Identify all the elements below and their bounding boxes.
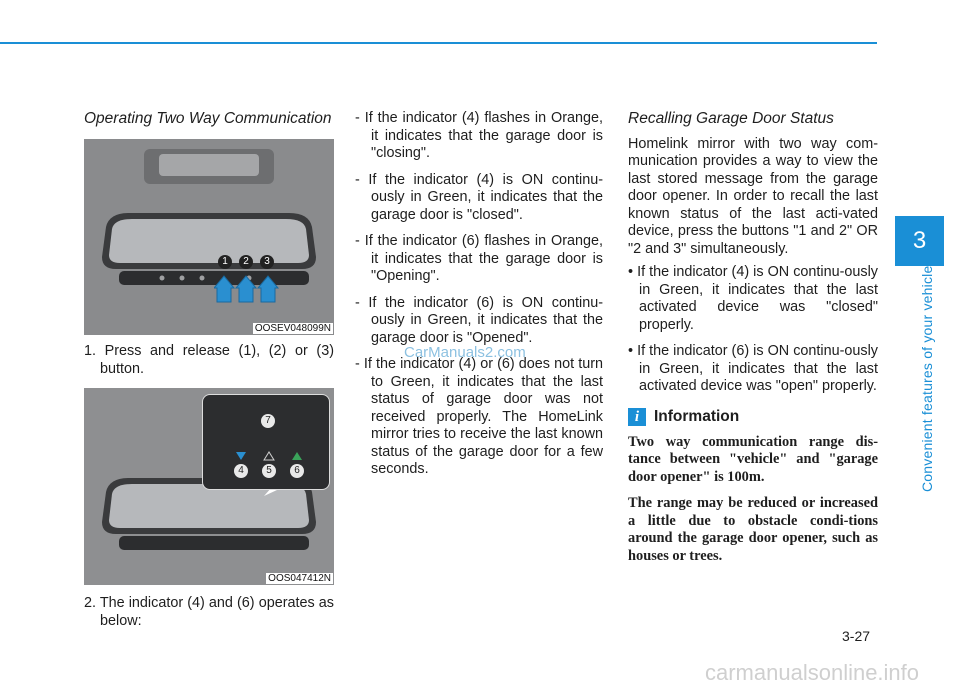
recall-heading: Recalling Garage Door Status <box>628 110 834 127</box>
mirror-figure-1 <box>84 139 334 335</box>
middle-column <box>355 110 603 488</box>
label-5: 5 <box>262 464 276 478</box>
indicator-4-flash: - If the indicator (4) flashes in Orange, it indicates that the garage door is "closing". <box>355 110 603 161</box>
mirror-illustration-1 <box>84 139 334 335</box>
step-1-block <box>84 343 334 387</box>
watermark-overlay: CarManuals2.com <box>404 344 526 361</box>
info-paragraph-1: Two way communication range dis-tance between "vehicle" and "garage door opener" is 100m. <box>628 433 878 485</box>
recall-bullet-1: • If the indicator (4) is ON continu-ously in Green, it indicates that the last activated device was "closed" properly. <box>628 264 878 333</box>
label-7: 7 <box>261 414 275 428</box>
indicator-4-on: - If the indicator (4) is ON continu-ously in Green, it indicates that the garage door is "closed". <box>355 171 603 223</box>
indicator-triangles-icon <box>234 450 304 462</box>
button-1-callout: 1 <box>218 255 232 269</box>
section-heading: Operating Two Way Communication <box>84 110 332 127</box>
indicator-not-green: - If the indicator (4) or (6) does not turn to Green, it indicates that the last status of garage door was not received properly. The HomeLink mirror tries to receive the last known status of the garage door for a few seconds. <box>355 356 603 477</box>
mirror-figure-2 <box>84 388 334 585</box>
info-header <box>628 408 878 426</box>
label-4: 4 <box>234 464 248 478</box>
recall-bullet-2: • If the indicator (6) is ON continu-ously in Green, it indicates that the last activated device was "open" properly. <box>628 343 878 394</box>
section-tab: 3 <box>895 216 944 266</box>
up-arrows-icon <box>214 274 284 304</box>
indicator-6-flash: - If the indicator (6) flashes in Orange, it indicates that the garage door is "Opening". <box>355 233 603 284</box>
watermark: carmanualsonline.info <box>705 660 920 685</box>
left-column <box>84 110 334 137</box>
label-6: 6 <box>290 464 304 478</box>
step-2: 2. The indicator (4) and (6) operates as below: <box>84 595 334 629</box>
recall-intro: Homelink mirror with two way com-munication provides a way to view the last stored message from the garage door opener. In order to recall the last known status of the last acti-vated device, press the buttons "1 and 2" OR "2 and 3" simultaneously. <box>628 135 878 257</box>
indicator-6-on: - If the indicator (6) is ON continu-ously in Green, it indicates that the garage door is "Opened". <box>355 294 603 346</box>
figure-2-code: OOS047412N <box>268 573 331 584</box>
info-title: Information <box>654 407 740 425</box>
info-icon: i <box>628 408 646 426</box>
step-1: 1. Press and release (1), (2) or (3) button. <box>84 343 334 377</box>
page-number: 3-27 <box>842 628 871 644</box>
figure-1-code: OOSEV048099N <box>254 323 331 334</box>
right-column <box>628 110 878 574</box>
header-rule <box>0 42 877 44</box>
button-3-callout: 3 <box>260 255 274 269</box>
step-2-block <box>84 595 334 639</box>
button-2-callout: 2 <box>239 255 253 269</box>
info-paragraph-2: The range may be reduced or increased a little due to obstacle condi-tions around the garage door opener, such as houses or trees. <box>628 495 878 564</box>
